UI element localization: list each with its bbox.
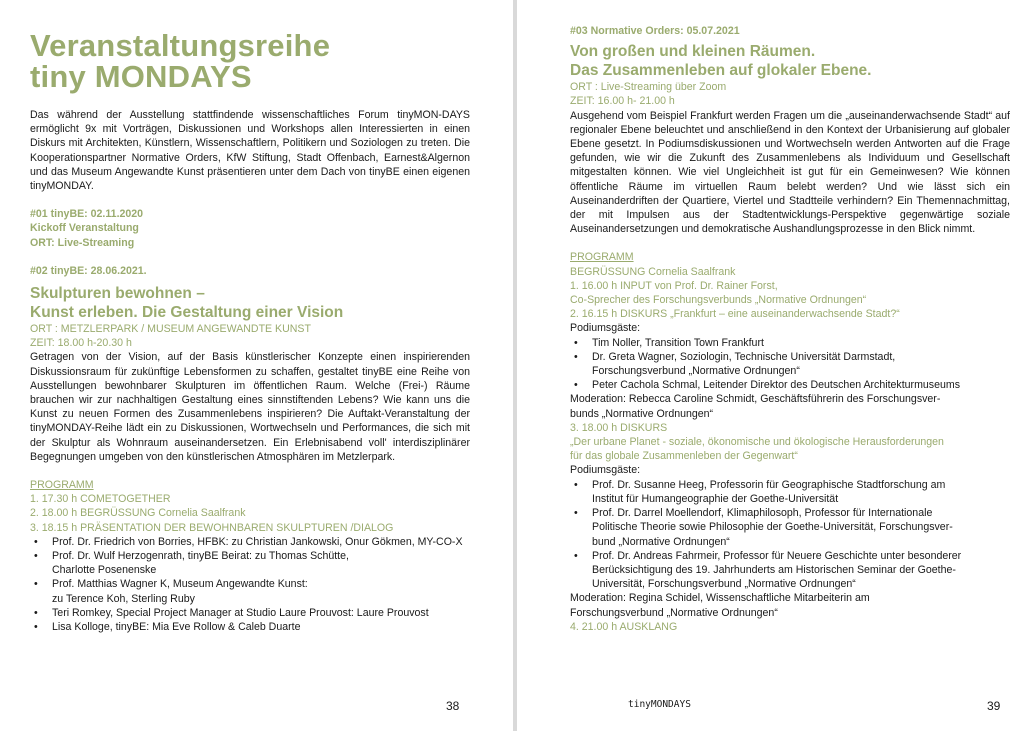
program-diskurs-2-title-cont: für das globale Zusammenleben der Gegenwart“	[570, 450, 798, 463]
event-3-text: Ausgehend vom Beispiel Frankfurt werden Fragen um die „auseinanderwachsende Stadt“ auf regionaler Ebene beleuchtet und anschließend in den Kontext der Urbanisierung auf globaler Ebene gesetzt. In Podiumsdiskussionen und Wortwechseln werden Antworten auf die Frage gefunden, wie wir die Zukunft des Zusammenlebens als Individuum und Gesellschaft mitgestalten können. Wie viel Ungleichheit ist gut für ein Gemeinwesen? Wie können öffentliche Räume im virtuellen Raum belebt werden? Und wie lässt sich ein Auseinanderdriften der Quartiere, Viertel und Stadtteile verhindern? Ein Themennachmittag, der mit Impulsen aus der Stadtentwicklungs-Perspektive gegenwärtige soziale Auseinandersetzungen und demokratische Aushandlungsprozesse in den Blick nimmt.	[570, 109, 1010, 236]
left-page	[0, 0, 513, 731]
event-3-title-1: Von großen und kleinen Räumen.	[570, 43, 816, 61]
list-item-text: Prof. Matthias Wagner K, Museum Angewandte Kunst:	[52, 578, 308, 591]
podium-list-2	[570, 478, 1010, 592]
list-item	[570, 378, 1010, 392]
list-item-text: Charlotte Posenenske	[52, 564, 157, 577]
program-diskurs-2-title: „Der urbane Planet - soziale, ökonomische und ökologische Herausforderungen	[570, 436, 944, 449]
page-number: 38	[446, 699, 460, 713]
program-label: PROGRAMM	[570, 251, 634, 264]
list-item-text: Peter Cachola Schmal, Leitender Direktor des Deutschen Architekturmuseums	[592, 379, 961, 392]
podium-list-1	[570, 336, 1010, 393]
moderation-2: Moderation: Regina Schidel, Wissenschaftliche Mitarbeiterin am	[570, 592, 870, 605]
list-item-text: Lisa Kolloge, tinyBE: Mia Eve Rollow & Caleb Duarte	[52, 621, 301, 634]
list-item	[30, 577, 470, 605]
event-1-ort: ORT: Live-Streaming	[30, 236, 135, 249]
list-item-text: zu Terence Koh, Sterling Ruby	[52, 592, 195, 605]
list-item	[30, 535, 470, 549]
list-item-text: Tim Noller, Transition Town Frankfurt	[592, 336, 764, 349]
program-input: 1. 16.00 h INPUT von Prof. Dr. Rainer Forst,	[570, 279, 778, 292]
list-item	[570, 336, 1010, 350]
list-item	[30, 549, 470, 577]
list-item-text: bund „Normative Ordnungen“	[592, 535, 730, 548]
program-diskurs-1: 2. 16.15 h DISKURS „Frankfurt – eine auseinanderwachsende Stadt?“	[570, 308, 900, 321]
list-item	[570, 478, 1010, 506]
event-1	[30, 207, 470, 250]
event-2-title-1: Skulpturen bewohnen –	[30, 285, 205, 303]
list-item	[570, 549, 1010, 592]
event-3-title-2: Das Zusammenleben auf glokaler Ebene.	[570, 62, 872, 80]
program-diskurs-2: 3. 18.00 h DISKURS	[570, 421, 668, 434]
list-item-text: Politische Theorie sowie Philosophie der Goethe-Universität, Forschungsver-	[592, 521, 953, 534]
speaker-list	[30, 535, 470, 634]
event-2-ort: ORT : METZLERPARK / MUSEUM ANGEWANDTE KUNST	[30, 323, 311, 336]
moderation-1: Moderation: Rebecca Caroline Schmidt, Geschäftsführerin des Forschungsver-	[570, 393, 941, 406]
podium-label: Podiumsgäste:	[570, 322, 641, 335]
list-item-text: Institut für Humangeographie der Goethe-Universität	[592, 492, 839, 505]
list-item	[30, 606, 470, 620]
list-item-text: Dr. Greta Wagner, Soziologin, Technische Universität Darmstadt,	[592, 350, 896, 363]
footer-label: tinyMONDAYS	[628, 699, 691, 710]
program-greeting: BEGRÜSSUNG Cornelia Saalfrank	[570, 265, 736, 278]
program-input-2: Co-Sprecher des Forschungsverbunds „Normative Ordnungen“	[570, 294, 867, 307]
intro-text: Das während der Ausstellung stattfindende wissenschaftliches Forum tinyMON-DAYS ermöglicht 9x mit Vorträgen, Diskussionen und Workshops allen Interessierten in einen Diskurs mit Architekten, Künstlern, Wissenschaftlern, Politikern und Soziologen zu treten. Die Kooperationspartner Normative Orders, KfW Stiftung, Stadt Offenbach, Earnest&Algernon und das Museum Angewandte Kunst präsentieren unter dem Dach von tinyBE einen eigenen tinyMONDAY.	[30, 109, 470, 193]
moderation-2-cont: Forschungsverbund „Normative Ordnungen“	[570, 606, 778, 619]
list-item-text: Prof. Dr. Andreas Fahrmeir, Professor für Neuere Geschichte unter besonderer	[592, 549, 962, 562]
moderation-1-cont: bunds „Normative Ordnungen“	[570, 407, 714, 420]
event-1-title: Kickoff Veranstaltung	[30, 222, 139, 235]
event-2-text: Getragen von der Vision, auf der Basis künstlerischer Konzepte einen inspirierenden Diskussionsraum für zukünftige Lebensformen zu schaffen, gestaltet tinyBE eine Reihe von Ausstellungen bewohnbarer Skulpturen im öffentlichen Raum. Welche (Frei-) Räume brauchen wir zur nachhaltigen Gestaltung eines sinnstiftenden Lebens? Wie kann uns die Kunst zu neuen Formen des Zusammenlebens inspirieren? Die Auftakt-Veranstaltung der tinyMONDAY-Reihe lädt ein zu Diskussionen, Wortwechseln und Performances, die sich mit der Skulptur als Wohnraum auseinandersetzen. Ein Erlebnisabend voll' interdisziplinärer Begegnungen umgeben von den künstlerischen Atmosphären im Metzlerpark.	[30, 351, 470, 463]
list-item-text: Prof. Dr. Friedrich von Borries, HFBK: zu Christian Jankowski, Onur Gökmen, MY-CO-X	[52, 535, 463, 548]
list-item	[30, 620, 470, 634]
list-item	[570, 506, 1010, 549]
event-2-zeit: ZEIT: 18.00 h-20.30 h	[30, 337, 132, 350]
event-3-tag: #03 Normative Orders: 05.07.2021	[570, 25, 740, 37]
right-column	[570, 24, 1010, 634]
program-section	[30, 478, 470, 634]
list-item-text: Prof. Dr. Susanne Heeg, Professorin für Geographische Stadtforschung am	[592, 478, 946, 491]
list-item-text: Berücksichtigung des 19. Jahrhunderts am Historischen Seminar der Goethe-	[592, 563, 956, 576]
program-item: 1. 17.30 h COMETOGETHER	[30, 493, 171, 506]
event-3-ort: ORT : Live-Streaming über Zoom	[570, 81, 727, 94]
event-2-tag: #02 tinyBE: 28.06.2021.	[30, 264, 147, 277]
podium-label: Podiumsgäste:	[570, 464, 641, 477]
list-item-text: Universität, Forschungsverbund „Normative Ordnungen“	[592, 578, 856, 591]
event-3-zeit: ZEIT: 16.00 h- 21.00 h	[570, 95, 675, 108]
list-item	[570, 350, 1010, 378]
left-column	[30, 30, 470, 634]
list-item-text: Prof. Dr. Darrel Moellendorf, Klimaphilosoph, Professor für Internationale	[592, 507, 933, 520]
program-item: 2. 18.00 h BEGRÜSSUNG Cornelia Saalfrank	[30, 507, 246, 520]
list-item-text: Forschungsverbund „Normative Ordnungen“	[592, 365, 800, 378]
event-1-tag: #01 tinyBE: 02.11.2020	[30, 208, 144, 221]
program-ausklang: 4. 21.00 h AUSKLANG	[570, 620, 678, 633]
list-item-text: Prof. Dr. Wulf Herzogenrath, tinyBE Beirat: zu Thomas Schütte,	[52, 550, 349, 563]
right-page	[517, 0, 1030, 731]
program-item: 3. 18.15 h PRÄSENTATION DER BEWOHNBAREN SKULPTUREN /DIALOG	[30, 521, 394, 534]
program-section-right	[570, 250, 1010, 633]
event-2-title-2: Kunst erleben. Die Gestaltung einer Vision	[30, 304, 344, 322]
title-line-2: tiny MONDAYS	[30, 59, 252, 94]
event-2	[30, 264, 470, 464]
page-number: 39	[987, 699, 1001, 713]
title-line-1: Veranstaltungsreihe	[30, 28, 331, 63]
list-item-text: Teri Romkey, Special Project Manager at Studio Laure Prouvost: Laure Prouvost	[52, 606, 429, 619]
program-label: PROGRAMM	[30, 479, 94, 492]
